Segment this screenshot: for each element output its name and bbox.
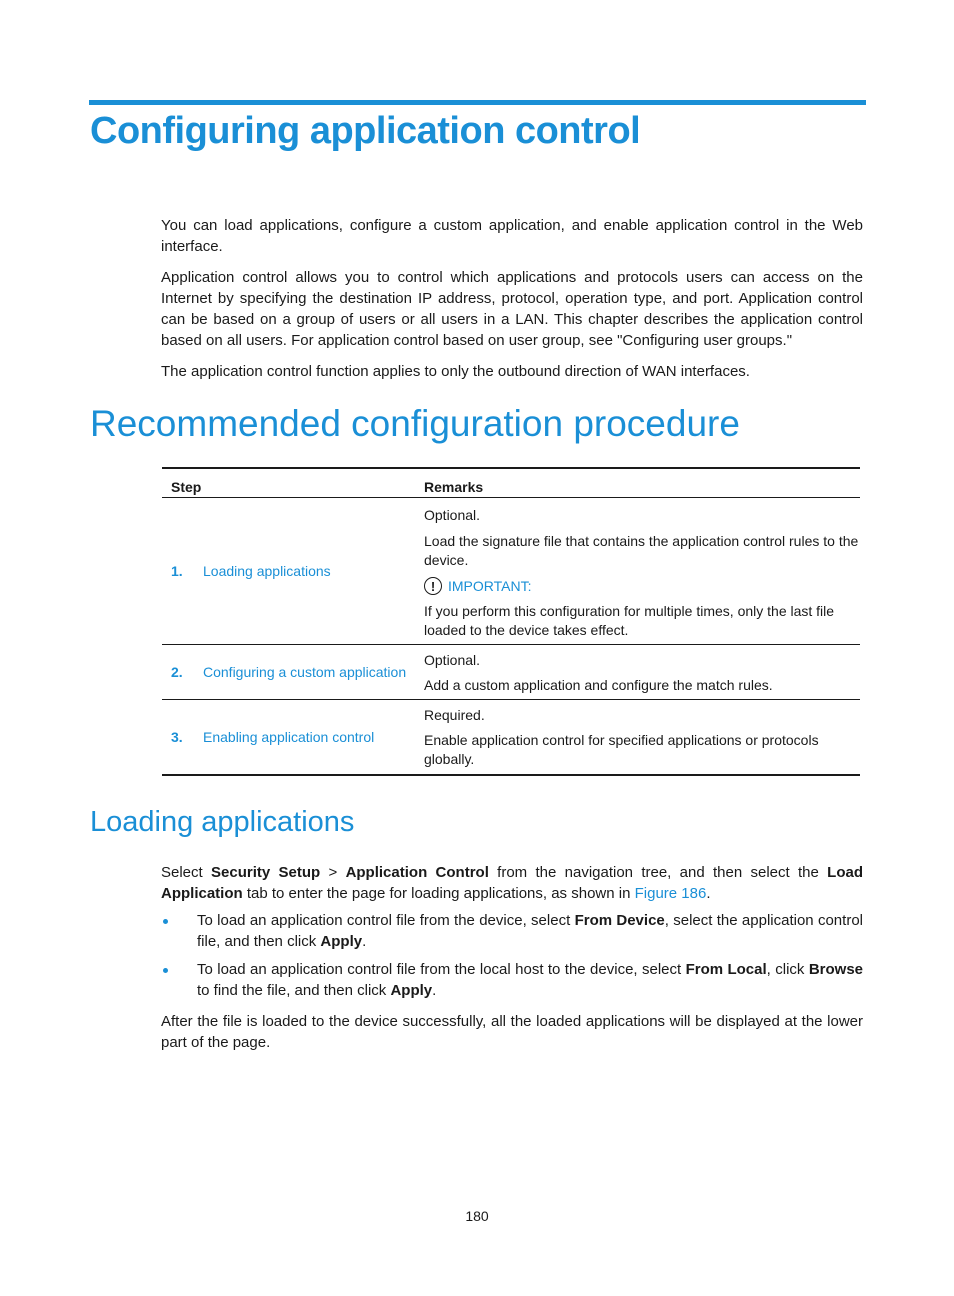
- option-from-device: From Device: [574, 912, 665, 929]
- table-row: [162, 498, 860, 645]
- remark-requirement: Optional.: [424, 652, 481, 668]
- button-name-browse: Browse: [808, 961, 863, 978]
- remarks-cell: [414, 645, 860, 699]
- important-text: If you perform this configuration for multiple times, only the last file loaded to the device takes effect.: [424, 603, 835, 638]
- text-run: >: [320, 864, 346, 881]
- button-name-apply: Apply: [390, 982, 433, 999]
- menu-path-security-setup: Security Setup: [211, 864, 321, 881]
- exclamation-circle-icon: !: [424, 577, 442, 595]
- step-cell: [162, 700, 414, 774]
- step-number: 2.: [171, 664, 183, 680]
- page-title: Configuring application control: [90, 110, 641, 152]
- remark-text: Add a custom application and configure the match rules.: [424, 677, 773, 693]
- text-run: To load an application control file from the local host to the device, select: [197, 961, 686, 978]
- intro-paragraph-2: Application control allows you to control which applications and protocols users can access on the Internet by specifying the destination IP address, protocol, operation type, and port. Application control can be based on a group of users or all users in a LAN. This chapter describes the application control based on all users. For application control based on user group, see "Configuring user groups.": [161, 269, 863, 349]
- step-cell: [162, 645, 414, 699]
- text-run: .: [432, 982, 437, 999]
- list-item-text: [197, 959, 863, 1001]
- remarks-cell: [414, 498, 860, 644]
- bullet-dot-icon: [163, 968, 168, 973]
- button-name-apply: Apply: [320, 933, 363, 950]
- remark-requirement: Required.: [424, 707, 485, 723]
- procedure-table: [162, 467, 860, 776]
- remark-requirement: Optional.: [424, 507, 481, 523]
- text-run: .: [362, 933, 367, 950]
- step-link-custom-application[interactable]: Configuring a custom application: [203, 664, 407, 680]
- loading-intro-paragraph: [161, 862, 863, 904]
- text-run: To load an application control file from the device, select: [197, 912, 575, 929]
- important-note: [424, 577, 860, 595]
- menu-path-application-control: Application Control: [345, 864, 489, 881]
- text-run: .: [706, 885, 711, 902]
- step-number: 1.: [171, 563, 183, 579]
- page-number: 180: [465, 1208, 489, 1224]
- text-run: from the navigation tree, and then select the: [488, 864, 828, 881]
- step-number: 3.: [171, 729, 183, 745]
- text-run: Select: [161, 864, 211, 881]
- text-run: , click: [766, 961, 809, 978]
- section-heading-procedure: Recommended configuration procedure: [90, 403, 740, 444]
- text-run: to find the file, and then click: [197, 982, 391, 999]
- column-header-step: Step: [171, 479, 202, 495]
- table-header: [162, 469, 860, 498]
- list-item-text: [197, 910, 863, 952]
- remarks-cell: [414, 700, 860, 774]
- step-cell: [162, 498, 414, 644]
- option-from-local: From Local: [685, 961, 767, 978]
- text-run: tab to enter the page for loading applications, as shown in: [242, 885, 635, 902]
- remark-text: Enable application control for specified applications or protocols globally.: [424, 732, 819, 767]
- intro-paragraph-1: You can load applications, configure a custom application, and enable application control in the Web interface.: [161, 217, 863, 255]
- figure-link[interactable]: Figure 186: [634, 885, 707, 902]
- title-rule: [89, 100, 866, 105]
- section-heading-loading-applications: Loading applications: [90, 806, 355, 838]
- loading-result-paragraph: After the file is loaded to the device successfully, all the loaded applications will be displayed at the lower part of the page.: [161, 1013, 863, 1051]
- text-run: , select the application control file, and then click: [197, 912, 863, 950]
- table-row: [162, 700, 860, 774]
- bullet-dot-icon: [163, 919, 168, 924]
- tab-name-load-application: Load Application: [161, 864, 863, 902]
- important-label: IMPORTANT:: [448, 578, 532, 594]
- intro-paragraph-3: The application control function applies to only the outbound direction of WAN interfaces.: [161, 363, 750, 380]
- table-row: [162, 645, 860, 700]
- list-item: [161, 959, 863, 1001]
- step-link-enable-application-control[interactable]: Enabling application control: [203, 729, 375, 745]
- remark-text: Load the signature file that contains the application control rules to the device.: [424, 533, 859, 568]
- step-link-loading-applications[interactable]: Loading applications: [203, 563, 331, 579]
- column-header-remarks: Remarks: [424, 479, 484, 495]
- list-item: [161, 910, 863, 952]
